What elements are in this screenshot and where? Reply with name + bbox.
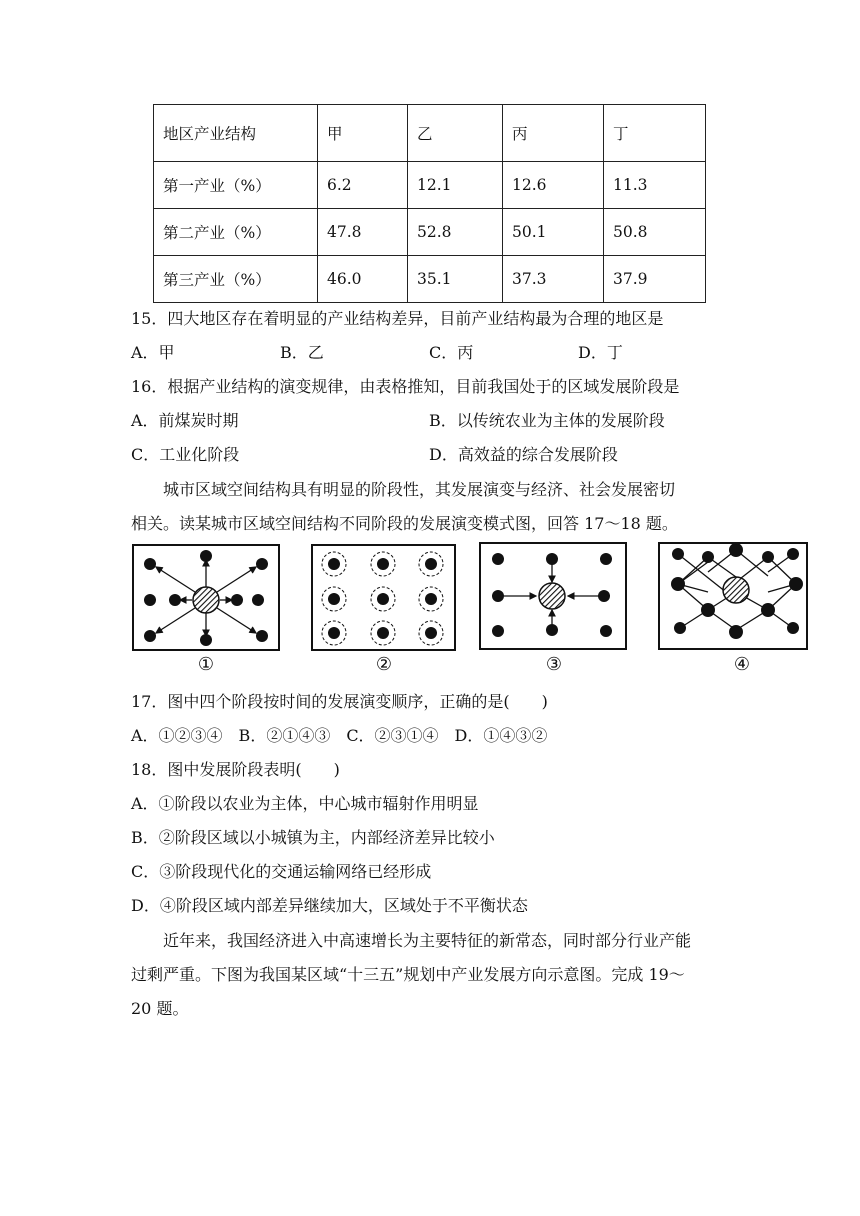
stage-3-diagram xyxy=(479,542,627,650)
table-cell: 11.3 xyxy=(604,162,706,209)
table-header-cell: 乙 xyxy=(408,105,503,162)
q16-option-a: A．前煤炭时期 xyxy=(131,411,239,430)
intro1-line2: 相关。读某城市区域空间结构不同阶段的发展演变模式图，回答 17～18 题。 xyxy=(131,514,678,533)
stage-1-label: ① xyxy=(197,654,215,675)
table-cell: 12.6 xyxy=(503,162,604,209)
stage-4-label: ④ xyxy=(733,654,751,675)
table-cell: 37.3 xyxy=(503,256,604,303)
industry-structure-table xyxy=(153,104,706,303)
intro2-line2: 过剩严重。下图为我国某区域“十三五”规划中产业发展方向示意图。完成 19～ xyxy=(131,965,685,984)
table-header-cell: 地区产业结构 xyxy=(154,105,318,162)
q15-option-c: C．丙 xyxy=(429,343,474,362)
q18-stem: 18．图中发展阶段表明( ) xyxy=(131,760,340,779)
table-header-cell: 甲 xyxy=(318,105,408,162)
table-cell: 46.0 xyxy=(318,256,408,303)
stage-1-diagram xyxy=(132,544,280,651)
q17-stem: 17．图中四个阶段按时间的发展演变顺序，正确的是( ) xyxy=(131,692,548,711)
intro1-line1: 城市区域空间结构具有明显的阶段性，其发展演变与经济、社会发展密切 xyxy=(163,480,676,499)
q18-option-a: A．①阶段以农业为主体，中心城市辐射作用明显 xyxy=(131,794,479,813)
table-header-cell: 丙 xyxy=(503,105,604,162)
table-cell: 47.8 xyxy=(318,209,408,256)
table-cell: 52.8 xyxy=(408,209,503,256)
table-cell: 12.1 xyxy=(408,162,503,209)
q16-option-b: B．以传统农业为主体的发展阶段 xyxy=(429,411,665,430)
table-row xyxy=(154,209,706,256)
table-cell: 37.9 xyxy=(604,256,706,303)
q15-option-b: B．乙 xyxy=(280,343,324,362)
q15-option-a: A．甲 xyxy=(131,343,175,362)
q16-option-d: D．高效益的综合发展阶段 xyxy=(429,445,618,464)
intro2-line1: 近年来，我国经济进入中高速增长为主要特征的新常态，同时部分行业产能 xyxy=(163,931,692,950)
stage-4-diagram xyxy=(658,542,808,650)
table-row xyxy=(154,256,706,303)
q15-stem: 15．四大地区存在着明显的产业结构差异，目前产业结构最为合理的地区是 xyxy=(131,309,664,328)
table-cell: 第三产业（%） xyxy=(154,256,318,303)
q16-stem: 16．根据产业结构的演变规律，由表格推知，目前我国处于的区域发展阶段是 xyxy=(131,377,680,396)
table-row xyxy=(154,162,706,209)
q18-option-c: C．③阶段现代化的交通运输网络已经形成 xyxy=(131,862,432,881)
q18-option-d: D．④阶段区域内部差异继续加大，区域处于不平衡状态 xyxy=(131,896,528,915)
q16-option-c: C．工业化阶段 xyxy=(131,445,240,464)
q18-option-b: B．②阶段区域以小城镇为主，内部经济差异比较小 xyxy=(131,828,495,847)
table-cell: 50.1 xyxy=(503,209,604,256)
intro2-line3: 20 题。 xyxy=(131,999,189,1018)
table-cell: 6.2 xyxy=(318,162,408,209)
table-cell: 第二产业（%） xyxy=(154,209,318,256)
stage-3-label: ③ xyxy=(545,654,563,675)
stage-2-diagram xyxy=(311,544,456,651)
table-cell: 35.1 xyxy=(408,256,503,303)
table-cell: 50.8 xyxy=(604,209,706,256)
q17-options: A．①②③④ B．②①④③ C．②③①④ D．①④③② xyxy=(131,726,548,745)
q15-option-d: D．丁 xyxy=(578,343,623,362)
stage-2-label: ② xyxy=(375,654,393,675)
table-cell: 第一产业（%） xyxy=(154,162,318,209)
table-header-cell: 丁 xyxy=(604,105,706,162)
table-header-row xyxy=(154,105,706,162)
